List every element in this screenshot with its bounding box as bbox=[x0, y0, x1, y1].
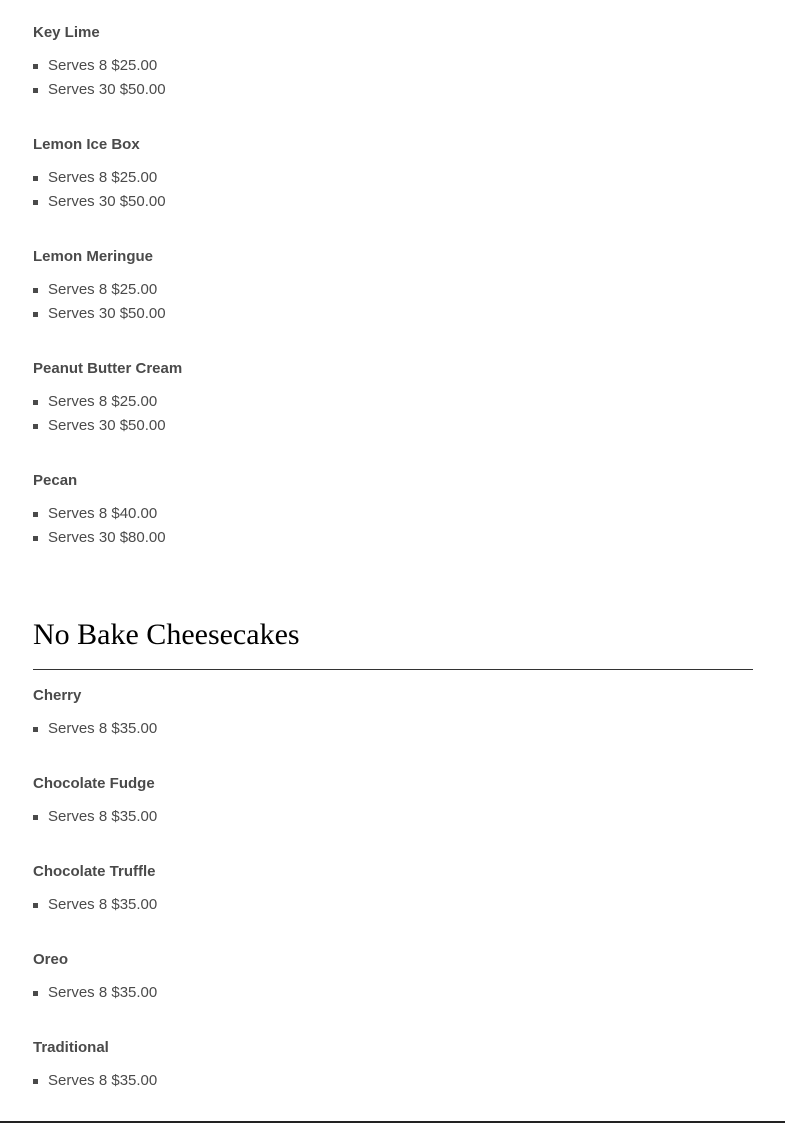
option-list bbox=[33, 54, 753, 102]
option-list bbox=[33, 390, 753, 438]
section-title: No Bake Cheesecakes bbox=[33, 618, 300, 651]
menu-item-key-lime bbox=[33, 22, 753, 102]
item-name: Key Lime bbox=[33, 24, 100, 41]
option-serves-30: Serves 30 $50.00 bbox=[33, 414, 753, 438]
bullet-icon bbox=[33, 424, 38, 429]
menu-item-traditional bbox=[33, 1037, 753, 1093]
bullet-icon bbox=[33, 815, 38, 820]
item-name: Cherry bbox=[33, 687, 82, 704]
option-serves-30: Serves 30 $80.00 bbox=[33, 526, 753, 550]
menu-content bbox=[33, 22, 753, 1093]
item-name: Oreo bbox=[33, 951, 69, 968]
bullet-icon bbox=[33, 991, 38, 996]
menu-item-lemon-ice-box bbox=[33, 134, 753, 214]
option-serves-8: Serves 8 $35.00 bbox=[33, 805, 753, 829]
option-serves-30: Serves 30 $50.00 bbox=[33, 78, 753, 102]
bullet-icon bbox=[33, 727, 38, 732]
option-serves-8: Serves 8 $25.00 bbox=[33, 166, 753, 190]
bullet-icon bbox=[33, 64, 38, 69]
option-list bbox=[33, 893, 753, 917]
item-name: Pecan bbox=[33, 472, 78, 489]
menu-item-cherry bbox=[33, 685, 753, 741]
option-list bbox=[33, 981, 753, 1005]
bullet-icon bbox=[33, 176, 38, 181]
bullet-icon bbox=[33, 400, 38, 405]
item-name: Chocolate Truffle bbox=[33, 863, 156, 880]
option-serves-30: Serves 30 $50.00 bbox=[33, 302, 753, 326]
option-list bbox=[33, 805, 753, 829]
option-list bbox=[33, 278, 753, 326]
menu-item-peanut-butter-cream bbox=[33, 358, 753, 438]
option-serves-8: Serves 8 $35.00 bbox=[33, 1069, 753, 1093]
option-list bbox=[33, 502, 753, 550]
item-name: Traditional bbox=[33, 1039, 109, 1056]
bullet-icon bbox=[33, 88, 38, 93]
option-list bbox=[33, 166, 753, 214]
option-list bbox=[33, 717, 753, 741]
section-divider bbox=[33, 669, 753, 670]
menu-item-oreo bbox=[33, 949, 753, 1005]
option-serves-8: Serves 8 $35.00 bbox=[33, 717, 753, 741]
bullet-icon bbox=[33, 312, 38, 317]
option-serves-8: Serves 8 $40.00 bbox=[33, 502, 753, 526]
option-serves-8: Serves 8 $35.00 bbox=[33, 981, 753, 1005]
item-name: Lemon Meringue bbox=[33, 248, 154, 265]
menu-item-pecan bbox=[33, 470, 753, 550]
bullet-icon bbox=[33, 1079, 38, 1084]
item-name: Peanut Butter Cream bbox=[33, 360, 183, 377]
item-name: Chocolate Fudge bbox=[33, 775, 155, 792]
bullet-icon bbox=[33, 200, 38, 205]
option-serves-8: Serves 8 $25.00 bbox=[33, 54, 753, 78]
bullet-icon bbox=[33, 903, 38, 908]
bullet-icon bbox=[33, 288, 38, 293]
option-serves-30: Serves 30 $50.00 bbox=[33, 190, 753, 214]
menu-item-lemon-meringue bbox=[33, 246, 753, 326]
menu-item-chocolate-truffle bbox=[33, 861, 753, 917]
item-name: Lemon Ice Box bbox=[33, 136, 140, 153]
bullet-icon bbox=[33, 536, 38, 541]
bullet-icon bbox=[33, 512, 38, 517]
option-serves-8: Serves 8 $25.00 bbox=[33, 390, 753, 414]
menu-item-chocolate-fudge bbox=[33, 773, 753, 829]
option-serves-8: Serves 8 $35.00 bbox=[33, 893, 753, 917]
option-serves-8: Serves 8 $25.00 bbox=[33, 278, 753, 302]
option-list bbox=[33, 1069, 753, 1093]
